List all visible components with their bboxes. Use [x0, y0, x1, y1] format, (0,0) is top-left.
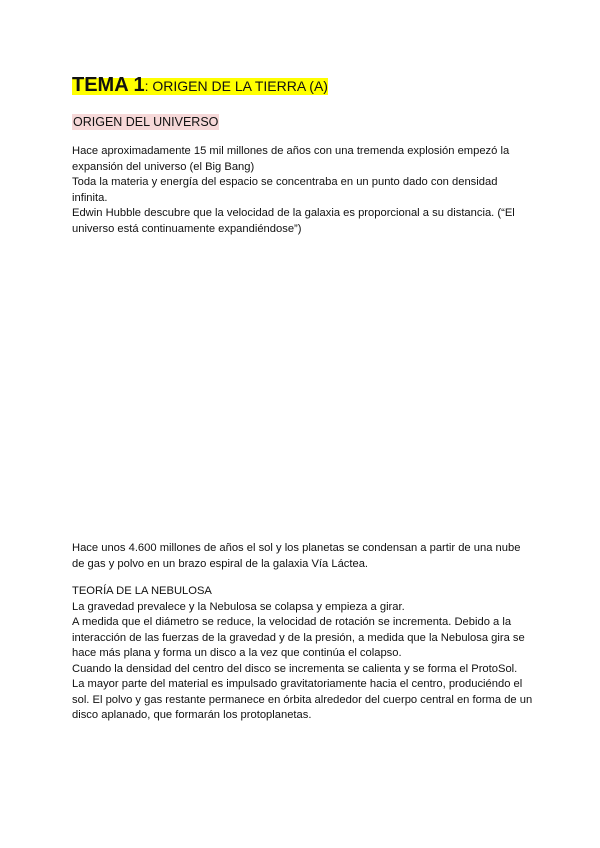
title-rest: : ORIGEN DE LA TIERRA (A)	[144, 78, 328, 94]
text-line: La mayor parte del material es impulsado gravitatoriamente hacia el centro, produciéndo el sol. El polvo y gas restante permanece en órbita alrededor del cuerpo central en forma de un disco aplanado, que formarán los protoplanetas.	[72, 678, 533, 721]
paragraph-origin-universe	[72, 144, 534, 237]
text-line: Cuando la densidad del centro del disco se incrementa se calienta y se forma el ProtoSol.	[72, 662, 518, 675]
section-heading: TEORÍA DE LA NEBULOSA	[72, 585, 212, 597]
section-subtitle: ORIGEN DEL UNIVERSO	[73, 115, 219, 129]
title-highlight	[72, 74, 328, 96]
text-line: A medida que el diámetro se reduce, la velocidad de rotación se incrementa. Debido a la interacción de las fuerzas de la gravedad y de la presión, a medida que la Nebulosa gira se hace más plana y forma un disco a la vez que continúa el colapso.	[72, 616, 525, 659]
page-title	[72, 74, 328, 98]
paragraph-solar-system	[72, 541, 534, 572]
paragraph-nebula-theory	[72, 584, 534, 724]
text-line: Hace aproximadamente 15 mil millones de años con una tremenda explosión empezó la expansión del universo (el Big Bang)	[72, 145, 510, 173]
text-line: Hace unos 4.600 millones de años el sol y los planetas se condensan a partir de una nube de gas y polvo en un brazo espiral de la galaxia Vía Láctea.	[72, 542, 521, 570]
title-tema: TEMA 1	[72, 74, 145, 96]
text-line: Edwin Hubble descubre que la velocidad de la galaxia es proporcional a su distancia. (“El universo está continuamente expandiéndose”)	[72, 207, 515, 235]
text-line: Toda la materia y energía del espacio se concentraba en un punto dado con densidad infinita.	[72, 176, 498, 204]
text-line: La gravedad prevalece y la Nebulosa se colapsa y empieza a girar.	[72, 600, 405, 613]
